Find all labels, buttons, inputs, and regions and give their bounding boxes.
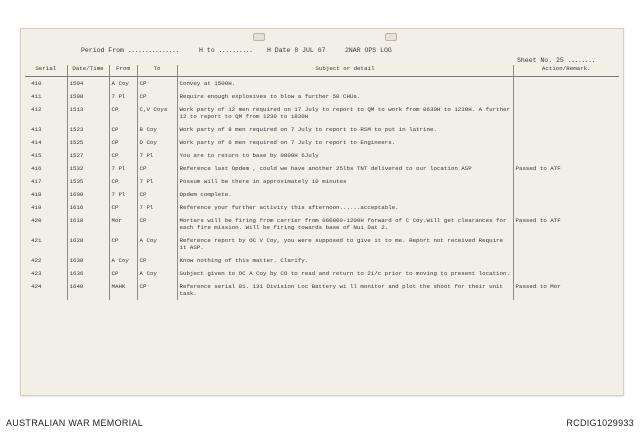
- footer-institution: AUSTRALIAN WAR MEMORIAL: [6, 418, 144, 428]
- datetime-cell: 1600: [67, 188, 109, 201]
- to-cell: CP: [137, 254, 177, 267]
- action-cell: Passed to ATF: [513, 162, 619, 175]
- datetime-cell: 1532: [67, 162, 109, 175]
- date-field: H Date 8 JUL 67: [267, 47, 326, 54]
- from-cell: CP: [109, 267, 137, 280]
- from-cell: A Coy: [109, 77, 137, 91]
- col-serial-header: Serial: [25, 65, 67, 77]
- to-cell: CP: [137, 77, 177, 91]
- from-cell: 7 Pl: [109, 162, 137, 175]
- to-cell: 7 Pl: [137, 201, 177, 214]
- subject-cell: Reference serial 81. 131 Division Loc Battery wi ll monitor and plot the shoot for their unit task.: [177, 280, 513, 300]
- sheet-number-field: Sheet No. 25 ........: [517, 57, 595, 64]
- unit-title: 2NAR OPS LOG: [345, 47, 392, 54]
- to-cell: 7 Pl: [137, 175, 177, 188]
- log-table-container: [25, 65, 619, 391]
- table-row: [25, 175, 619, 188]
- serial-cell: 424: [31, 283, 42, 290]
- serial-cell: 422: [31, 257, 42, 264]
- table-row: [25, 77, 619, 91]
- action-cell: [513, 103, 619, 123]
- subject-cell: Reference your further activity this afternoon......acceptable.: [177, 201, 513, 214]
- datetime-cell: 1618: [67, 214, 109, 234]
- table-row: [25, 149, 619, 162]
- serial-cell: 420: [31, 217, 42, 224]
- action-cell: [513, 175, 619, 188]
- serial-cell: 423: [31, 270, 42, 277]
- action-cell: [513, 136, 619, 149]
- to-cell: A Coy: [137, 234, 177, 254]
- subject-cell: Work party of 8 men required on 7 July to report to RSM to put in latrine.: [177, 123, 513, 136]
- serial-cell: 415: [31, 152, 42, 159]
- footer-reference-id: RCDIG1029933: [566, 418, 634, 428]
- action-cell: [513, 90, 619, 103]
- datetime-cell: 1504: [67, 77, 109, 91]
- datetime-cell: 1636: [67, 267, 109, 280]
- serial-cell: 416: [31, 165, 42, 172]
- serial-cell: 411: [31, 93, 42, 100]
- subject-cell: Convey at 1500H.: [177, 77, 513, 91]
- archive-footer: [0, 412, 640, 433]
- table-row: [25, 123, 619, 136]
- serial-cell: 417: [31, 178, 42, 185]
- from-cell: CP: [109, 149, 137, 162]
- datetime-cell: 1525: [67, 136, 109, 149]
- to-cell: CP: [137, 280, 177, 300]
- action-cell: [513, 254, 619, 267]
- subject-cell: Require enough explosives to blow a further 50 CHUs.: [177, 90, 513, 103]
- subject-cell: Work party of 6 men required on 7 July to report to Engineers.: [177, 136, 513, 149]
- table-row: [25, 234, 619, 254]
- to-cell: D Coy: [137, 136, 177, 149]
- subject-cell: Opdem complete.: [177, 188, 513, 201]
- to-cell: C,V Coys: [137, 103, 177, 123]
- col-from-header: From: [109, 65, 137, 77]
- serial-cell: 413: [31, 126, 42, 133]
- from-cell: CP: [109, 123, 137, 136]
- col-subject-header: Subject or detail: [177, 65, 513, 77]
- action-cell: [513, 188, 619, 201]
- from-cell: Mor: [109, 214, 137, 234]
- subject-cell: Work party of 12 men required on 17 July to report to QM to work from 0630H to 1230H. A further 12 to report to QM from 1230 to 1830H: [177, 103, 513, 123]
- action-cell: Passed to ATF: [513, 214, 619, 234]
- from-cell: MAHK: [109, 280, 137, 300]
- serial-cell: 412: [31, 106, 42, 113]
- action-cell: [513, 234, 619, 254]
- log-sheet: [20, 28, 624, 396]
- to-cell: CP: [137, 90, 177, 103]
- to-cell: 7 Pl: [137, 149, 177, 162]
- punch-hole-left: [253, 33, 265, 41]
- subject-cell: Mortars will be firing from carrier from 060800-1200H forward of C Coy.Will get clearances for each fire mission. Will be firing towards base of Nui Dat 2.: [177, 214, 513, 234]
- from-cell: CP: [109, 234, 137, 254]
- period-from-field: Period From ...............: [81, 47, 179, 54]
- to-cell: CP: [137, 188, 177, 201]
- action-cell: [513, 267, 619, 280]
- serial-cell: 410: [31, 80, 42, 87]
- subject-cell: Reference report by OC V Coy, you were supposed to give it to me. Report not received Require it ASP.: [177, 234, 513, 254]
- action-cell: [513, 123, 619, 136]
- datetime-cell: 1535: [67, 175, 109, 188]
- action-cell: [513, 149, 619, 162]
- serial-cell: 414: [31, 139, 42, 146]
- from-cell: CP: [109, 175, 137, 188]
- table-row: [25, 188, 619, 201]
- datetime-cell: 1523: [67, 123, 109, 136]
- from-cell: CP: [109, 103, 137, 123]
- action-cell: [513, 77, 619, 91]
- table-row: [25, 214, 619, 234]
- to-cell: CP: [137, 162, 177, 175]
- table-row: [25, 90, 619, 103]
- datetime-cell: 1628: [67, 234, 109, 254]
- subject-cell: Subject given to OC A Coy by CO to read and return to 2i/c prior to moving to present location.: [177, 267, 513, 280]
- subject-cell: Possum will be there in approximately 10 minutes: [177, 175, 513, 188]
- table-row: [25, 254, 619, 267]
- datetime-cell: 1513: [67, 103, 109, 123]
- serial-cell: 421: [31, 237, 42, 244]
- punch-hole-right: [385, 33, 397, 41]
- from-cell: 7 Pl: [109, 90, 137, 103]
- to-cell: CP: [137, 214, 177, 234]
- table-row: [25, 136, 619, 149]
- col-to-header: To: [137, 65, 177, 77]
- from-cell: A Coy: [109, 254, 137, 267]
- table-row: [25, 201, 619, 214]
- serial-cell: 418: [31, 191, 42, 198]
- datetime-cell: 1527: [67, 149, 109, 162]
- to-cell: B Coy: [137, 123, 177, 136]
- datetime-cell: 1616: [67, 201, 109, 214]
- table-row: [25, 162, 619, 175]
- table-row: [25, 267, 619, 280]
- subject-cell: You are to return to base by 0800H 6July: [177, 149, 513, 162]
- action-cell: Passed to Mor: [513, 280, 619, 300]
- subject-cell: Know nothing of this matter. Clarify.: [177, 254, 513, 267]
- subject-cell: Reference last Opdem , could we have another 25lbs TNT delivered to our location ASP: [177, 162, 513, 175]
- datetime-cell: 1508: [67, 90, 109, 103]
- col-action-header: Action/Remark.: [513, 65, 619, 77]
- table-row: [25, 280, 619, 300]
- from-cell: CP: [109, 136, 137, 149]
- col-datetime-header: Date/Time: [67, 65, 109, 77]
- from-cell: CP: [109, 201, 137, 214]
- log-table: [25, 65, 619, 300]
- table-row: [25, 103, 619, 123]
- h-to-field: H to ..........: [199, 47, 253, 54]
- action-cell: [513, 201, 619, 214]
- serial-cell: 419: [31, 204, 42, 211]
- datetime-cell: 1630: [67, 254, 109, 267]
- to-cell: A Coy: [137, 267, 177, 280]
- table-header-row: [25, 65, 619, 77]
- datetime-cell: 1640: [67, 280, 109, 300]
- from-cell: 7 Pl: [109, 188, 137, 201]
